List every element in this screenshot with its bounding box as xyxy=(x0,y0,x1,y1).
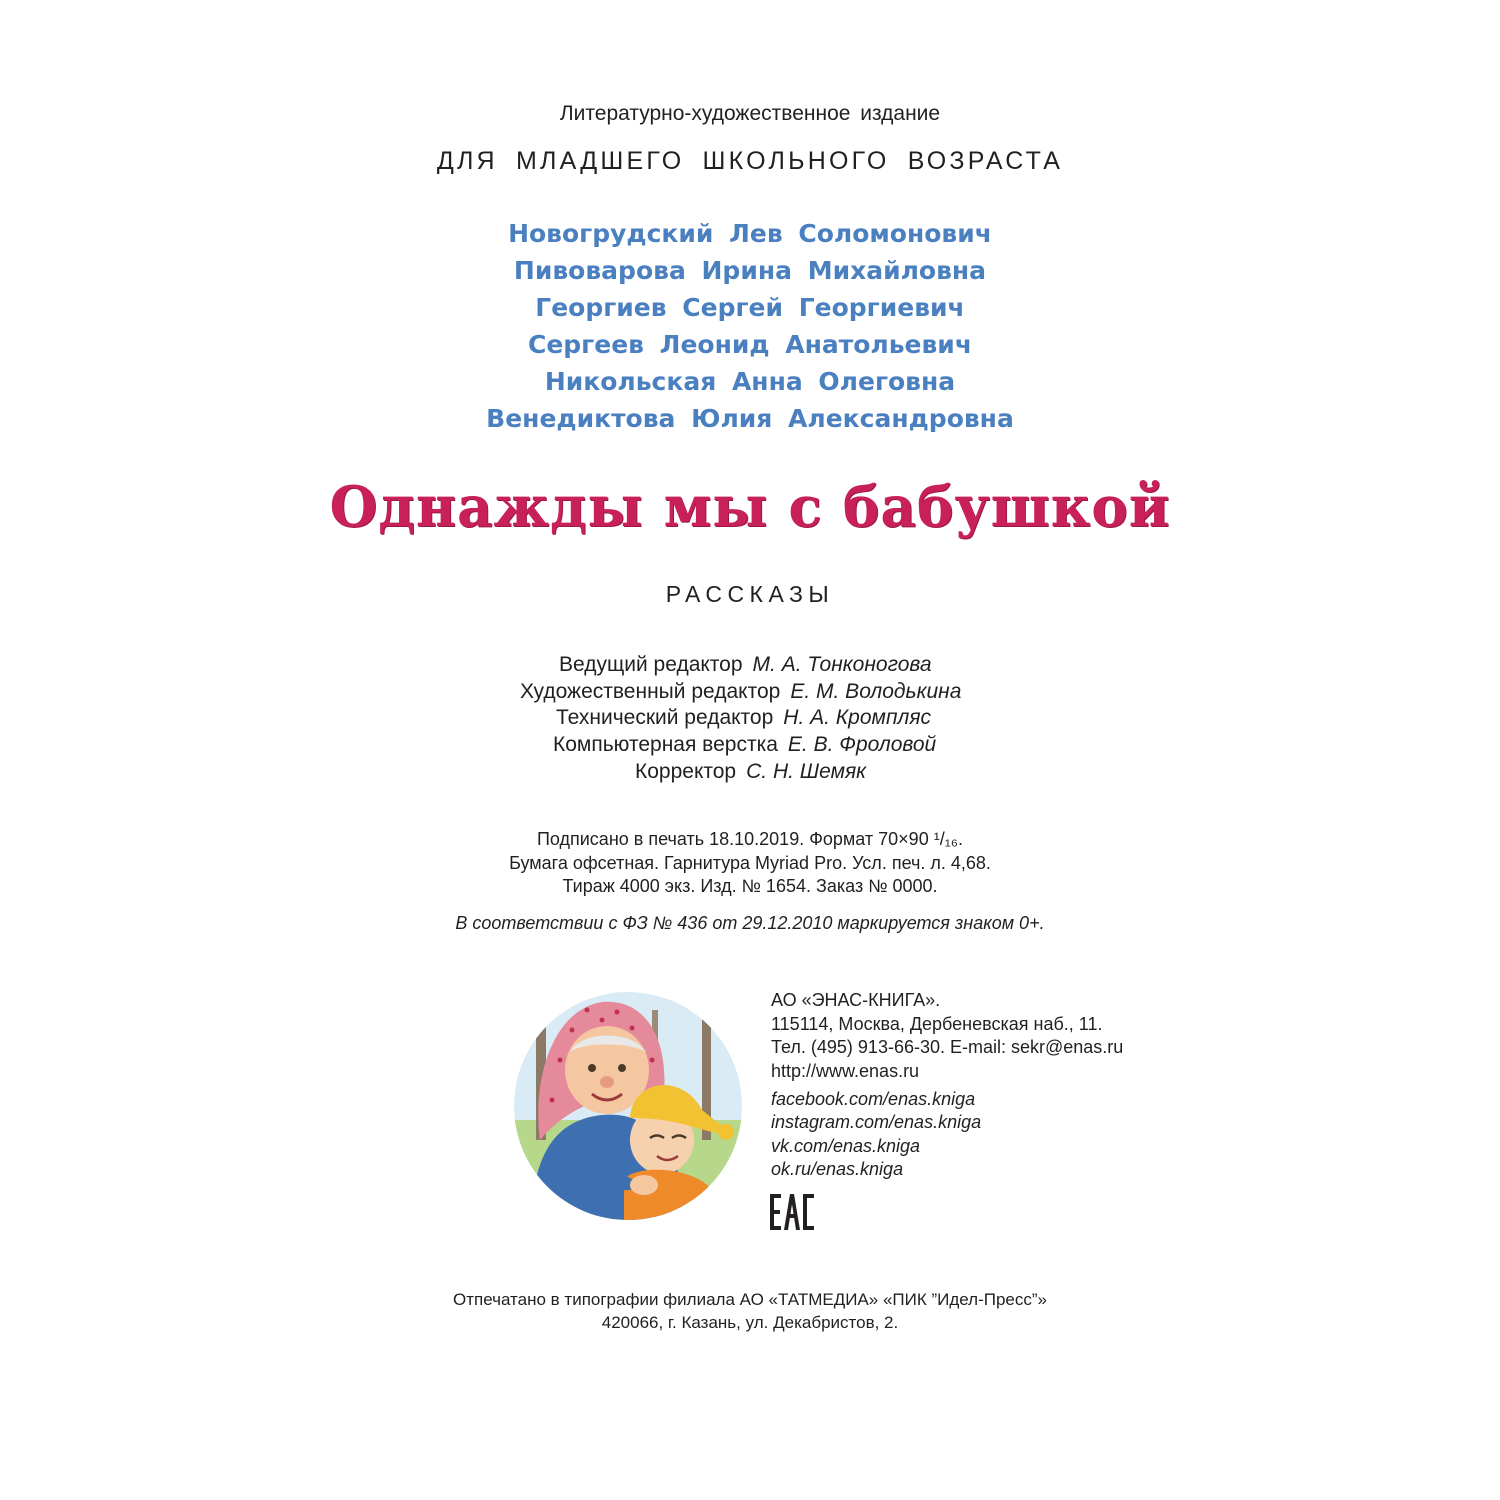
credit-role: Технический редактор xyxy=(556,706,774,729)
publisher-name: АО «ЭНАС-КНИГА». xyxy=(771,990,941,1010)
grandmother-child-illustration xyxy=(512,990,744,1222)
credit-line xyxy=(553,733,936,757)
credit-person: Е. В. Фроловой xyxy=(787,733,937,756)
ok-link[interactable]: ok.ru/enas.kniga xyxy=(771,1159,904,1179)
credit-role: Художественный редактор xyxy=(520,680,781,703)
age-marking: В соответствии с ФЗ № 436 от 29.12.2010 маркируется знаком 0+. xyxy=(455,913,1045,933)
publisher-website[interactable]: http://www.enas.ru xyxy=(771,1061,920,1081)
edition-type: Литературно-художественное издание xyxy=(559,102,941,125)
book-title: Однажды мы с бабушкой xyxy=(329,474,1171,540)
credit-line xyxy=(559,653,932,677)
imprint-line: Подписано в печать 18.10.2019. Формат 70×90 ¹/₁₆. xyxy=(536,829,964,849)
imprint-line: Тираж 4000 экз. Изд. № 1654. Заказ № 0000. xyxy=(562,876,938,896)
credit-role: Корректор xyxy=(635,760,737,783)
printer-line: 420066, г. Казань, ул. Декабристов, 2. xyxy=(601,1313,899,1332)
author-name: Новогрудский Лев Соломонович xyxy=(508,219,992,248)
genre-label: РАССКАЗЫ xyxy=(665,581,835,607)
author-list xyxy=(0,215,1500,437)
age-group: ДЛЯ МЛАДШЕГО ШКОЛЬНОГО ВОЗРАСТА xyxy=(436,147,1064,175)
credit-line xyxy=(635,760,866,784)
credit-role: Компьютерная верстка xyxy=(553,733,778,756)
eac-certification-icon xyxy=(770,1194,814,1230)
printer-line: Отпечатано в типографии филиала АО «ТАТМЕДИА» «ПИК ”Идел-Пресс”» xyxy=(453,1290,1047,1309)
credit-line xyxy=(556,706,931,730)
imprint-line: Бумага офсетная. Гарнитура Myriad Pro. Усл. печ. л. 4,68. xyxy=(509,853,991,873)
vk-link[interactable]: vk.com/enas.kniga xyxy=(771,1136,921,1156)
credit-line xyxy=(520,680,961,704)
author-name: Сергеев Леонид Анатольевич xyxy=(527,330,972,359)
author-name: Пивоварова Ирина Михайловна xyxy=(513,256,987,285)
author-name: Никольская Анна Олеговна xyxy=(544,367,956,396)
credit-person: Е. М. Володькина xyxy=(790,680,962,703)
credit-role: Ведущий редактор xyxy=(559,653,743,676)
publisher-address: 115114, Москва, Дербеневская наб., 11. xyxy=(771,1014,1103,1034)
credit-person: С. Н. Шемяк xyxy=(746,760,867,783)
credit-person: Н. А. Кромпляс xyxy=(783,706,932,729)
publisher-contact: Тел. (495) 913-66-30. E-mail: sekr@enas.ru xyxy=(771,1037,1124,1057)
credit-person: М. А. Тонконогова xyxy=(752,653,932,676)
instagram-link[interactable]: instagram.com/enas.kniga xyxy=(771,1112,982,1132)
facebook-link[interactable]: facebook.com/enas.kniga xyxy=(771,1089,976,1109)
author-name: Венедиктова Юлия Александровна xyxy=(486,404,1014,433)
author-name: Георгиев Сергей Георгиевич xyxy=(535,293,965,322)
